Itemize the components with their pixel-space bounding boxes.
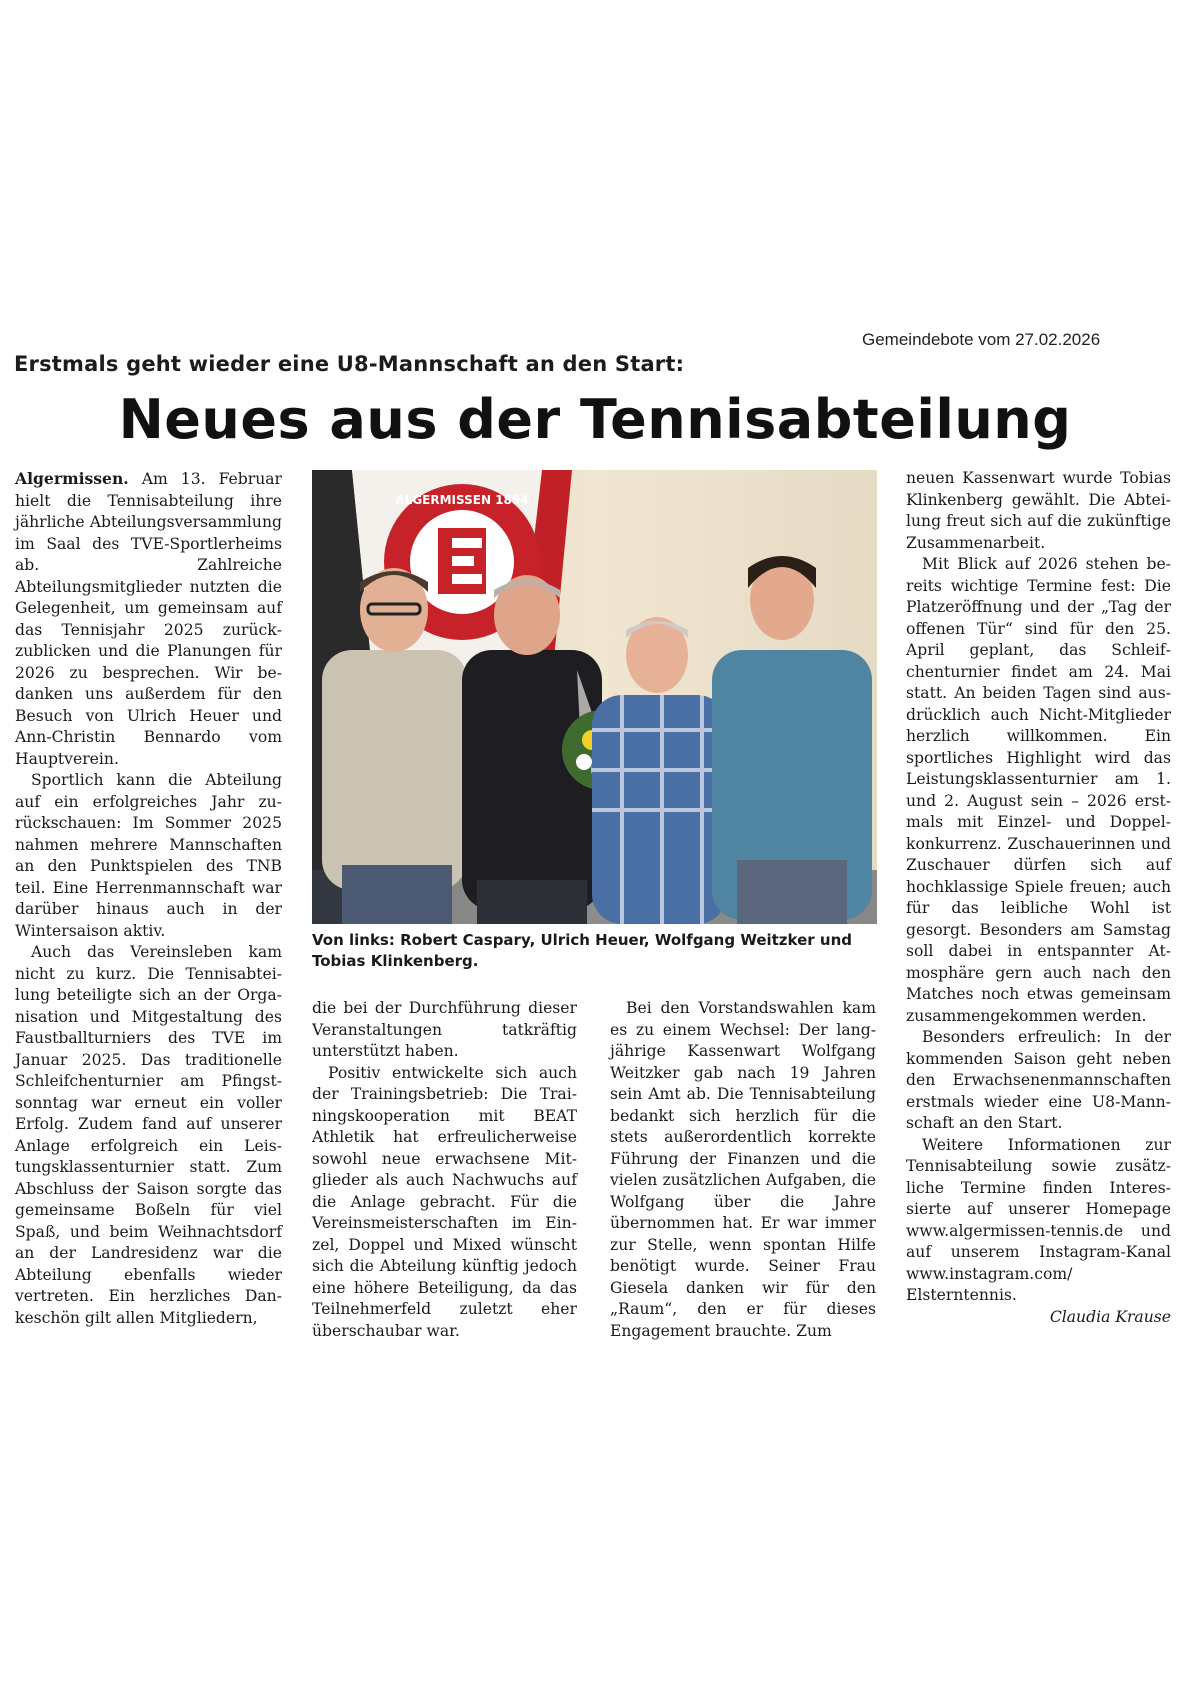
author-byline: Claudia Krause bbox=[1049, 1307, 1171, 1326]
paragraph bbox=[15, 468, 282, 770]
article-column-4 bbox=[906, 468, 1171, 1328]
photo-caption: Von links: Robert Caspary, Ulrich Heuer, Wolfgang Weitzker und Tobias Klinkenberg. bbox=[312, 931, 852, 970]
dateline: Algermissen. bbox=[15, 469, 129, 488]
paragraph: Auch das Vereinsleben kam nicht zu kurz. Die Tennisabteilung beteiligte sich an der Organisation und Mitgestaltung des Faustballturniers des TVE im Januar 2025. Das traditionelle Schleifchenturnier am Pfingstsonntag war erneut ein voller Erfolg. Zudem fand auf unserer Anlage erfolgreich ein Leistungsklassenturnier statt. Zum Abschluss der Saison sorgte das gemeinsame Boßeln für viel Spaß, und beim Weihnachtsdorf an der Landresidenz war die Abteilung ebenfalls wieder vertreten. Ein herzliches Dankeschön gilt allen Mitgliedern, bbox=[15, 943, 282, 1327]
paragraph: Besonders erfreulich: In der kommenden Saison geht neben den Erwachsenenmannschaften erstmals wieder eine U8-Mannschaft an den Start. bbox=[906, 1028, 1171, 1132]
paragraph: Weitere Informationen zur Tennisabteilung sowie zusätzliche Termine finden Interessierte auf unserer Homepage www.algermissen-tennis.de und auf unserem Instagram-Kanal www.instagram.com/ Elsterntennis. bbox=[906, 1135, 1171, 1304]
paragraph: Positiv entwickelte sich auch der Trainingsbetrieb: Die Trainingskooperation mit BEAT Athletik hat erfreulicherweise sowohl neue erwachsene Mitglieder als auch Nachwuchs auf die Anlage gebracht. Für die Vereinsmeisterschaften im Einzel, Doppel und Mixed wünscht sich die Abteilung künftig jedoch eine höhere Beteiligung, da das Teilnehmerfeld zuletzt eher überschaubar war. bbox=[312, 1063, 577, 1340]
article-column-2 bbox=[312, 998, 577, 1342]
kicker: Erstmals geht wieder eine U8-Mannschaft an den Start: bbox=[14, 352, 685, 376]
flag-lettering: ALGERMISSEN 1894 bbox=[395, 493, 529, 507]
paragraph: die bei der Durchführung dieser Veranstaltungen tatkräftig unterstützt haben. bbox=[312, 999, 577, 1060]
paragraph: neuen Kassenwart wurde Tobias Klinkenberg gewählt. Die Abteilung freut sich auf die zukünftige Zusammenarbeit. bbox=[906, 469, 1171, 552]
article-photo bbox=[312, 470, 877, 924]
paragraph-text: Am 13. Februar hielt die Tennisabteilung ihre jährliche Abteilungsversammlung im Saal des TVE-Sportlerheims ab. Zahlreiche Abteilungsmitglieder nutzten die Gelegenheit, um gemeinsam auf das Tennisjahr 2025 zurückzublicken und die Planungen für 2026 zu besprechen. Wir bedanken uns außerdem für den Besuch von Ulrich Heuer und Ann-Christin Bennardo vom Hauptverein. bbox=[15, 470, 282, 768]
paragraph: Sportlich kann die Abteilung auf ein erfolgreiches Jahr zurückschauen: Im Sommer 2025 nahmen mehrere Mannschaften an den Punktspielen des TNB teil. Eine Herrenmannschaft war darüber hinaus auch in der Wintersaison aktiv. bbox=[15, 771, 282, 940]
headline: Neues aus der Tennisabteilung bbox=[118, 388, 1072, 451]
article-column-1 bbox=[15, 468, 282, 1329]
source-note: Gemeindebote vom 27.02.2026 bbox=[862, 330, 1101, 349]
paragraph: Bei den Vorstandswahlen kam es zu einem Wechsel: Der langjährige Kassenwart Wolfgang Weitzker gab nach 19 Jahren sein Amt ab. Die Tennisabteilung bedankt sich herzlich für die stets außerordentlich korrekte Führung der Finanzen und die vielen zusätzlichen Aufgaben, die Wolfgang über die Jahre übernommen hat. Er war immer zur Stelle, wenn spontan Hilfe benötigt wurde. Seiner Frau Giesela danken wir für den „Raum“, den er für dieses Engagement brauchte. Zum bbox=[610, 999, 876, 1340]
article-column-3 bbox=[610, 998, 876, 1342]
paragraph: Mit Blick auf 2026 stehen bereits wichtige Termine fest: Die Platzeröffnung und der „Tag der offenen Tür“ sind für den 25. April geplant, das Schleifchenturnier findet am 24. Mai statt. An beiden Tagen sind ausdrücklich auch Nicht-Mitglieder herzlich willkommen. Ein sportliches Highlight wird das Leistungsklassenturnier am 1. und 2. August sein – 2026 erstmals mit Einzel- und Doppelkonkurrenz. Zuschauerinnen und Zuschauer dürfen sich auf hochklassige Spiele freuen; auch für das leibliche Wohl ist gesorgt. Besonders am Samstag soll dabei in entspannter Atmosphäre gern auch nach den Matches noch etwas gemeinsam zusammengekommen werden. bbox=[906, 555, 1171, 1025]
